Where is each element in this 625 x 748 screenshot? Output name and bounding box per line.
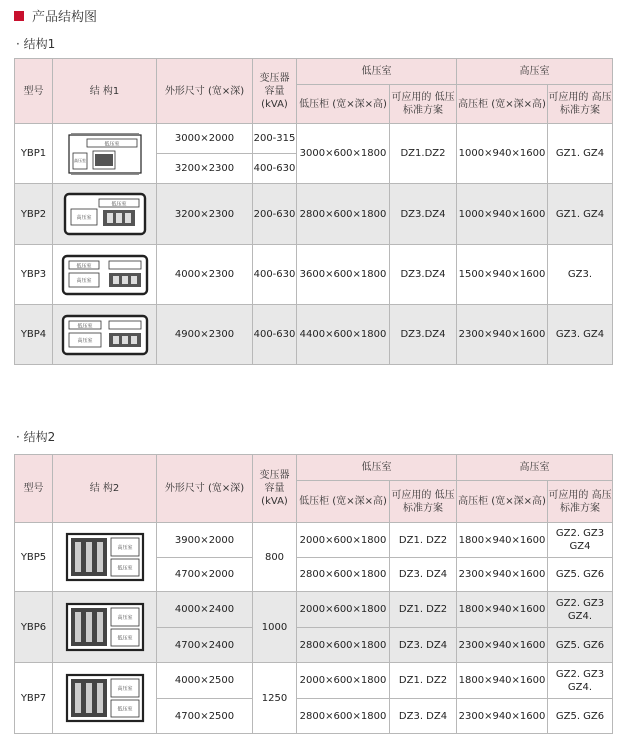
- header-hv-cabinet: 高压柜 (宽×深×高): [457, 85, 548, 124]
- header-hv-room: 高压室: [457, 455, 613, 481]
- lv-cabinet-cell: 2000×600×1800: [297, 592, 390, 628]
- layout-diagram-ybp3: [61, 252, 149, 298]
- type-cell: YBP6: [15, 592, 53, 663]
- layout-diagram-ybp1: [67, 133, 143, 175]
- size-cell: 4000×2300: [157, 245, 253, 305]
- diagram-label-lv: 低压室: [116, 706, 133, 713]
- capacity-cell: 400-630: [253, 154, 297, 184]
- type-cell: YBP1: [15, 124, 53, 184]
- hv-cabinet-cell: 1800×940×1600: [457, 523, 548, 558]
- header-hv-cabinet: 高压柜 (宽×深×高): [457, 481, 548, 523]
- hv-standard-cell: GZ3.: [548, 245, 613, 305]
- lv-standard-cell: DZ3. DZ4: [390, 699, 457, 734]
- lv-cabinet-cell: 2000×600×1800: [297, 523, 390, 558]
- header-hv-standard: 可应用的 高压标准方案: [548, 85, 613, 124]
- table-row: [15, 663, 613, 699]
- header-lv-standard: 可应用的 低压标准方案: [390, 85, 457, 124]
- lv-standard-cell: DZ1. DZ2: [390, 592, 457, 628]
- table-row: [15, 184, 613, 245]
- diagram-label-lv: 低压室: [76, 322, 93, 329]
- size-cell: 3000×2000: [157, 124, 253, 154]
- lv-standard-cell: DZ1. DZ2: [390, 523, 457, 558]
- diagram-label-lv: 低压室: [103, 141, 120, 147]
- lv-standard-cell: DZ1. DZ2: [390, 663, 457, 699]
- header-capacity: 变压器 容量 (kVA): [253, 455, 297, 523]
- capacity-cell: 400-630: [253, 305, 297, 365]
- layout-diagram-ybp4: [61, 312, 149, 358]
- table-row: [15, 245, 613, 305]
- size-cell: 3200×2300: [157, 154, 253, 184]
- hv-cabinet-cell: 1500×940×1600: [457, 245, 548, 305]
- header-type: 型号: [15, 59, 53, 124]
- layout-diagram-ybp2: [63, 191, 147, 237]
- lv-cabinet-cell: 2800×600×1800: [297, 628, 390, 663]
- size-cell: 4700×2500: [157, 699, 253, 734]
- capacity-cell: 1250: [253, 663, 297, 734]
- table-row: [15, 523, 613, 558]
- lv-standard-cell: DZ1.DZ2: [390, 124, 457, 184]
- lv-cabinet-cell: 2800×600×1800: [297, 558, 390, 592]
- size-cell: 3200×2300: [157, 184, 253, 245]
- diagram-label-lv: 低压室: [116, 565, 133, 572]
- header-size: 外形尺寸 (宽×深): [157, 59, 253, 124]
- section1-label: · 结构1: [16, 37, 56, 51]
- type-cell: YBP3: [15, 245, 53, 305]
- structure-diagram-cell: [53, 245, 157, 305]
- hv-cabinet-cell: 1800×940×1600: [457, 663, 548, 699]
- hv-cabinet-cell: 2300×940×1600: [457, 699, 548, 734]
- hv-standard-cell: GZ2. GZ3 GZ4.: [548, 663, 613, 699]
- lv-cabinet-cell: 3600×600×1800: [297, 245, 390, 305]
- header-lv-cabinet: 低压柜 (宽×深×高): [297, 85, 390, 124]
- section2-label: · 结构2: [16, 430, 56, 444]
- capacity-cell: 400-630: [253, 245, 297, 305]
- lv-cabinet-cell: 4400×600×1800: [297, 305, 390, 365]
- structure-diagram-cell: [53, 124, 157, 184]
- hv-standard-cell: GZ1. GZ4: [548, 184, 613, 245]
- hv-standard-cell: GZ5. GZ6: [548, 558, 613, 592]
- table-row: [15, 305, 613, 365]
- layout-diagram-ybp5: [65, 530, 145, 584]
- layout-diagram-ybp6: [65, 600, 145, 654]
- lv-cabinet-cell: 3000×600×1800: [297, 124, 390, 184]
- table-row: [15, 124, 613, 154]
- hv-cabinet-cell: 1800×940×1600: [457, 592, 548, 628]
- lv-standard-cell: DZ3.DZ4: [390, 305, 457, 365]
- size-cell: 4000×2400: [157, 592, 253, 628]
- size-cell: 4900×2300: [157, 305, 253, 365]
- type-cell: YBP4: [15, 305, 53, 365]
- structure-diagram-cell: [53, 663, 157, 734]
- header-type: 型号: [15, 455, 53, 523]
- lv-cabinet-cell: 2800×600×1800: [297, 184, 390, 245]
- lv-standard-cell: DZ3. DZ4: [390, 558, 457, 592]
- layout-diagram-ybp7: [65, 671, 145, 725]
- header-capacity: 变压器 容量 (kVA): [253, 59, 297, 124]
- size-cell: 4700×2400: [157, 628, 253, 663]
- hv-cabinet-cell: 1000×940×1600: [457, 124, 548, 184]
- diagram-label-hv: 高压室: [75, 215, 92, 221]
- hv-standard-cell: GZ5. GZ6: [548, 628, 613, 663]
- structure1-table: [14, 58, 613, 365]
- hv-cabinet-cell: 2300×940×1600: [457, 305, 548, 365]
- header-size: 外形尺寸 (宽×深): [157, 455, 253, 523]
- diagram-label-lv: 低压室: [116, 635, 133, 642]
- title-marker: [14, 11, 24, 21]
- structure2-table: [14, 454, 613, 734]
- lv-cabinet-cell: 2000×600×1800: [297, 663, 390, 699]
- header-structure: 结 构2: [53, 455, 157, 523]
- hv-cabinet-cell: 2300×940×1600: [457, 628, 548, 663]
- lv-cabinet-cell: 2800×600×1800: [297, 699, 390, 734]
- hv-cabinet-cell: 2300×940×1600: [457, 558, 548, 592]
- type-cell: YBP5: [15, 523, 53, 592]
- header-lv-room: 低压室: [297, 59, 457, 85]
- lv-standard-cell: DZ3. DZ4: [390, 628, 457, 663]
- diagram-label-hv: 高压室: [75, 277, 92, 284]
- page-title: [14, 6, 97, 25]
- header-hv-standard: 可应用的 高压标准方案: [548, 481, 613, 523]
- hv-standard-cell: GZ2. GZ3 GZ4.: [548, 592, 613, 628]
- diagram-label-hv: 高压室: [116, 615, 133, 621]
- diagram-label-hv: 高压室: [73, 157, 86, 163]
- hv-standard-cell: GZ2. GZ3 GZ4: [548, 523, 613, 558]
- structure-diagram-cell: [53, 523, 157, 592]
- header-lv-standard: 可应用的 低压标准方案: [390, 481, 457, 523]
- diagram-label-hv: 高压室: [116, 686, 133, 692]
- size-cell: 3900×2000: [157, 523, 253, 558]
- diagram-label-hv: 高压室: [76, 337, 93, 344]
- page-title-text: 产品结构图: [32, 10, 98, 25]
- structure-diagram-cell: [53, 305, 157, 365]
- diagram-label-lv: 低压室: [75, 262, 92, 269]
- type-cell: YBP7: [15, 663, 53, 734]
- size-cell: 4700×2000: [157, 558, 253, 592]
- hv-standard-cell: GZ3. GZ4: [548, 305, 613, 365]
- diagram-label-hv: 高压室: [116, 545, 133, 551]
- table-row: [15, 592, 613, 628]
- header-structure: 结 构1: [53, 59, 157, 124]
- header-lv-cabinet: 低压柜 (宽×深×高): [297, 481, 390, 523]
- hv-standard-cell: GZ5. GZ6: [548, 699, 613, 734]
- lv-standard-cell: DZ3.DZ4: [390, 184, 457, 245]
- hv-cabinet-cell: 1000×940×1600: [457, 184, 548, 245]
- hv-standard-cell: GZ1. GZ4: [548, 124, 613, 184]
- lv-standard-cell: DZ3.DZ4: [390, 245, 457, 305]
- capacity-cell: 1000: [253, 592, 297, 663]
- type-cell: YBP2: [15, 184, 53, 245]
- structure-diagram-cell: [53, 592, 157, 663]
- size-cell: 4000×2500: [157, 663, 253, 699]
- capacity-cell: 200-630: [253, 184, 297, 245]
- structure-diagram-cell: [53, 184, 157, 245]
- capacity-cell: 800: [253, 523, 297, 592]
- header-lv-room: 低压室: [297, 455, 457, 481]
- capacity-cell: 200-315: [253, 124, 297, 154]
- diagram-label-lv: 低压室: [110, 201, 127, 208]
- header-hv-room: 高压室: [457, 59, 613, 85]
